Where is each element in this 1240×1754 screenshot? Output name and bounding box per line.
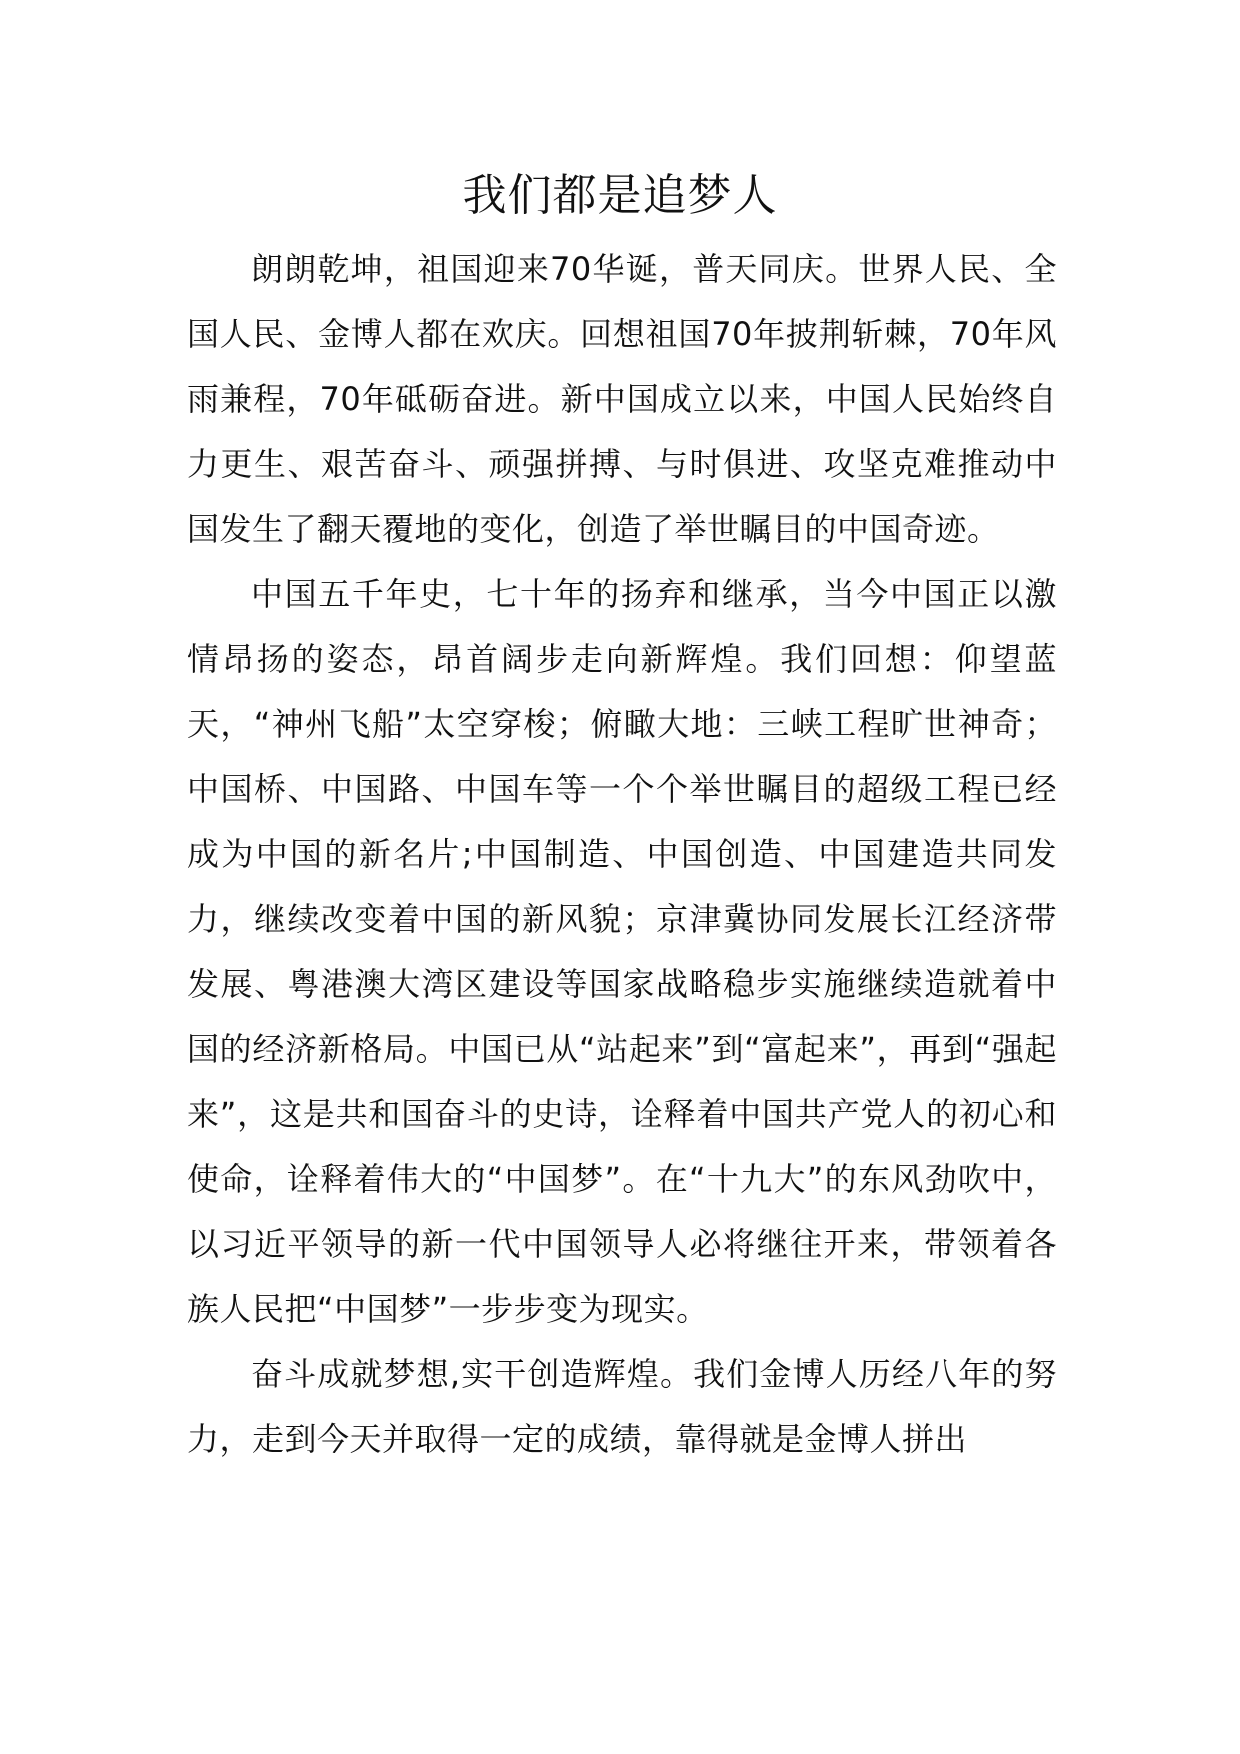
document-title: 我们都是追梦人	[462, 170, 778, 221]
paragraph-2: 中国五千年史，七十年的扬弃和继承，当今中国正以激情昂扬的姿态，昂首阔步走向新辉煌。我们回想：仰望蓝天，“神州飞船”太空穿梭；俯瞰大地：三峡工程旷世神奇；中国桥、中国路、中国车等一个个举世瞩目的超级工程已经成为中国的新名片;中国制造、中国创造、中国建造共同发力，继续改变着中国的新风貌；京津冀协同发展长江经济带发展、粤港澳大湾区建设等国家战略稳步实施继续造就着中国的经济新格局。中国已从“站起来”到“富起来”，再到“强起来”，这是共和国奋斗的史诗，诠释着中国共产党人的初心和使命，诠释着伟大的“中国梦”。在“十九大”的东风劲吹中，以习近平领导的新一代中国领导人必将继往开来，带领着各族人民把“中国梦”一步步变为现实。	[187, 575, 1057, 1328]
document-body	[187, 237, 1057, 1472]
paragraph-1: 朗朗乾坤，祖国迎来70华诞，普天同庆。世界人民、全国人民、金博人都在欢庆。回想祖国70年披荆斩棘，70年风雨兼程，70年砥砺奋进。新中国成立以来，中国人民始终自力更生、艰苦奋斗、顽强拼搏、与时俱进、攻坚克难推动中国发生了翻天覆地的变化，创造了举世瞩目的中国奇迹。	[187, 250, 1057, 548]
paragraph-3: 奋斗成就梦想,实干创造辉煌。我们金博人历经八年的努力，走到今天并取得一定的成绩，靠得就是金博人拼出	[187, 1355, 1057, 1458]
